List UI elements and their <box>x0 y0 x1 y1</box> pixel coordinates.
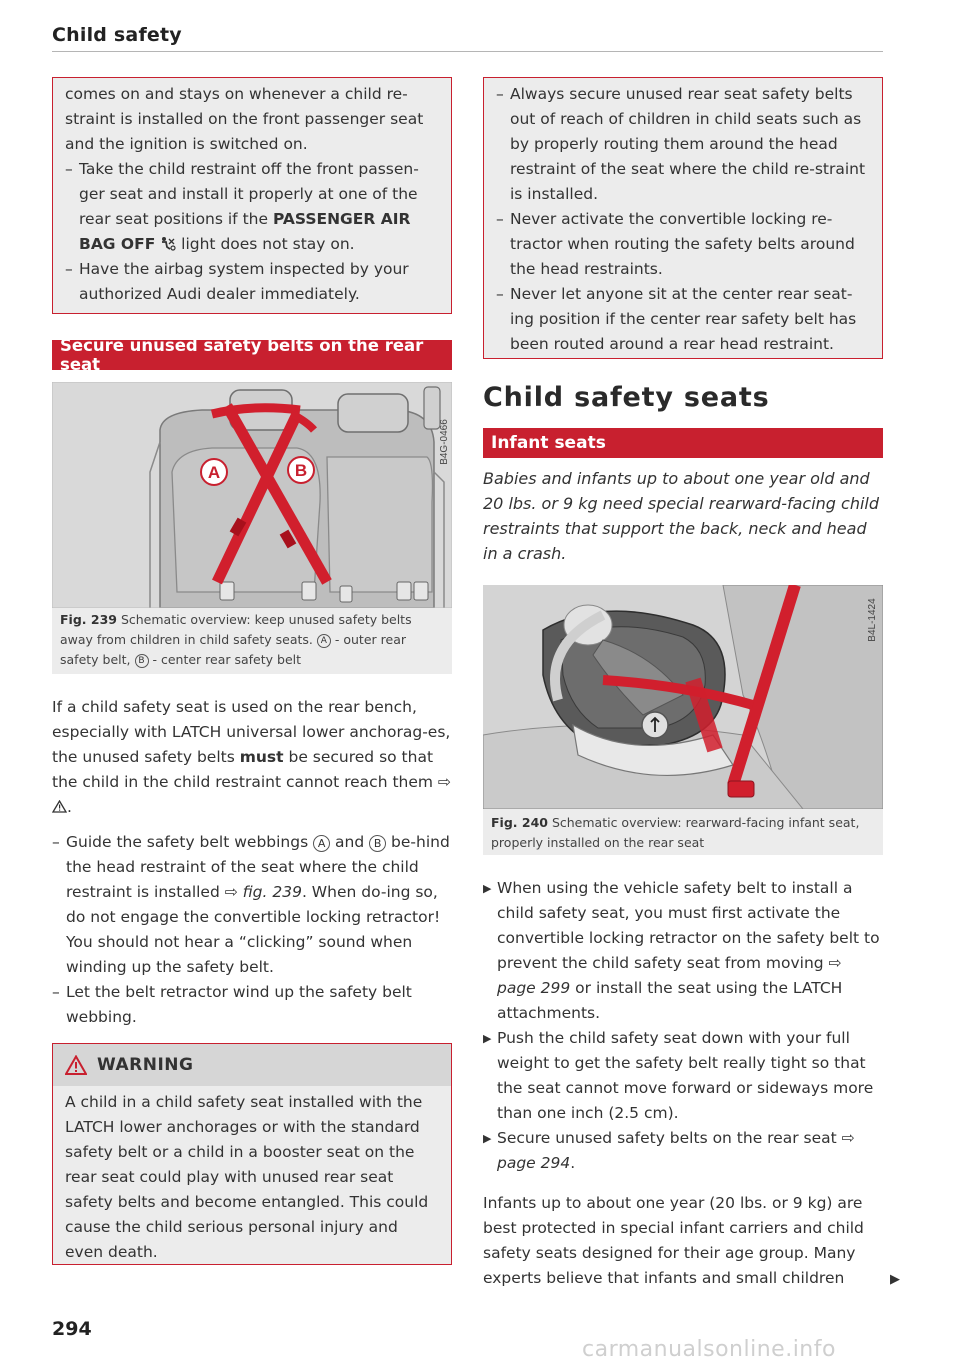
running-header: Child safety <box>52 24 182 46</box>
dash-marker: – <box>496 85 504 103</box>
dash-marker: – <box>65 260 73 278</box>
step-item: – Guide the safety belt webbings A and B be-hind the head restraint of the seat where the child restraint is installed ⇨ fig. 239. When do-ing so, do not engage the convertible locking retractor! You should not hear a “clicking” sound when winding up the safety belt. <box>52 830 452 980</box>
warning-label: WARNING <box>97 1055 194 1075</box>
action-bullets <box>483 876 883 1176</box>
fig239-code: B4G-0466 <box>439 419 450 465</box>
chapter-heading: Child safety seats <box>483 382 770 413</box>
fig239-label-b: B <box>294 461 308 480</box>
rear-seat-svg <box>52 382 452 608</box>
warning-item: – Take the child restraint off the front passen-ger seat and install it properly at one of the rear seat positions if the PASSENGER AIR BAG OFF light does not stay on. <box>65 157 440 257</box>
triangle-bullet-icon: ▶ <box>483 1132 492 1145</box>
steps-list <box>52 830 452 1030</box>
fig240-code: B4L-1424 <box>867 598 878 642</box>
warning-triangle-icon <box>65 1055 87 1075</box>
closing-paragraph: Infants up to about one year (20 lbs. or 9 kg) are best protected in special infant carriers and child safety seats designed for their age group. Many experts believe that infants and small children <box>483 1194 864 1287</box>
circle-b-icon: B <box>135 654 149 668</box>
infant-seat-illustration <box>483 585 883 809</box>
triangle-bullet-icon: ▶ <box>483 882 492 895</box>
warning-text: A child in a child safety seat installed with the LATCH lower anchorages or with the standard safety belt or a child in a booster seat on the rear seat could play with unused rear seat safety belts and become entangled. This could cause the child serious personal injury and even death. <box>65 1093 429 1261</box>
warning-box-continued-right <box>483 77 883 359</box>
footer-watermark: carmanualsonline.info <box>582 1337 836 1362</box>
triangle-bullet-icon: ▶ <box>483 1032 492 1045</box>
warning-para: comes on and stays on whenever a child re-straint is installed on the front passenger seat and the ignition is switched on. <box>65 85 424 153</box>
circle-b-icon: B <box>369 835 386 852</box>
figure-239 <box>52 382 452 674</box>
dash-marker: – <box>496 285 504 303</box>
fig239-label-a: A <box>207 463 221 482</box>
dash-marker: – <box>52 983 60 1001</box>
header-rule <box>52 51 883 52</box>
passenger-airbag-off-icon <box>160 236 176 251</box>
warning-box <box>52 1043 452 1265</box>
fig239-caption: Fig. 239 Schematic overview: keep unused safety belts away from children in child safety seats. A - outer rear safety belt, B - center rear safety belt <box>60 612 412 667</box>
page-number: 294 <box>52 1318 92 1340</box>
dash-marker: – <box>496 210 504 228</box>
body-paragraph: If a child safety seat is used on the rear bench, especially with LATCH universal lower anchorag-es, the unused safety belts must be secured so that the child in the child restraint cannot reach them ⇨ . <box>52 698 451 816</box>
dash-marker: – <box>52 833 60 851</box>
figure-240 <box>483 585 883 855</box>
dash-marker: – <box>65 160 73 178</box>
step-item: – Let the belt retractor wind up the safety belt webbing. <box>52 980 452 1030</box>
fig240-caption: Fig. 240 Schematic overview: rearward-facing infant seat, properly installed on the rear seat <box>491 815 860 850</box>
warning-item: – Always secure unused rear seat safety belts out of reach of children in child seats such as by properly routing them around the head restraint of the seat where the child re-straint is installed. <box>496 82 871 207</box>
warning-triangle-icon <box>52 800 67 813</box>
rear-seat-belts-illustration <box>52 382 452 608</box>
warning-box-continued-left <box>52 77 452 314</box>
bullet-item: ▶ Push the child safety seat down with your full weight to get the safety belt really tight so that the seat cannot move forward or sideways more than one inch (2.5 cm). <box>483 1026 883 1126</box>
intro-paragraph: Babies and infants up to about one year old and 20 lbs. or 9 kg need special rearward-facing child restraints that support the back, neck and head in a crash. <box>483 469 880 563</box>
bullet-item: ▶ Secure unused safety belts on the rear seat ⇨ page 294. <box>483 1126 883 1176</box>
bullet-item: ▶ When using the vehicle safety belt to install a child safety seat, you must first activate the convertible locking retractor on the safety belt to prevent the child safety seat from moving ⇨ page 299 or install the seat using the LATCH attachments. <box>483 876 883 1026</box>
warning-item: – Never let anyone sit at the center rear seat-ing position if the center rear safety belt has been routed around a rear head restraint. <box>496 282 871 357</box>
page-reference-link[interactable]: page 294 <box>497 1154 571 1172</box>
passenger-airbag-label: PASSENGER AIR BAG OFF <box>79 210 411 253</box>
circle-a-icon: A <box>313 835 330 852</box>
page-reference-link[interactable]: page 299 <box>497 979 571 997</box>
section-title: Secure unused safety belts on the rear seat <box>52 340 452 370</box>
circle-a-icon: A <box>317 634 331 648</box>
subsection-title: Infant seats <box>483 428 883 458</box>
warning-header <box>53 1044 451 1086</box>
continue-arrow-icon: ▶ <box>890 1272 900 1287</box>
fig-reference-link[interactable]: fig. 239 <box>242 883 302 901</box>
warning-item: – Have the airbag system inspected by your authorized Audi dealer immediately. <box>65 257 440 307</box>
infant-seat-svg <box>483 585 883 809</box>
warning-item: – Never activate the convertible locking re-tractor when routing the safety belts around the head restraints. <box>496 207 871 282</box>
